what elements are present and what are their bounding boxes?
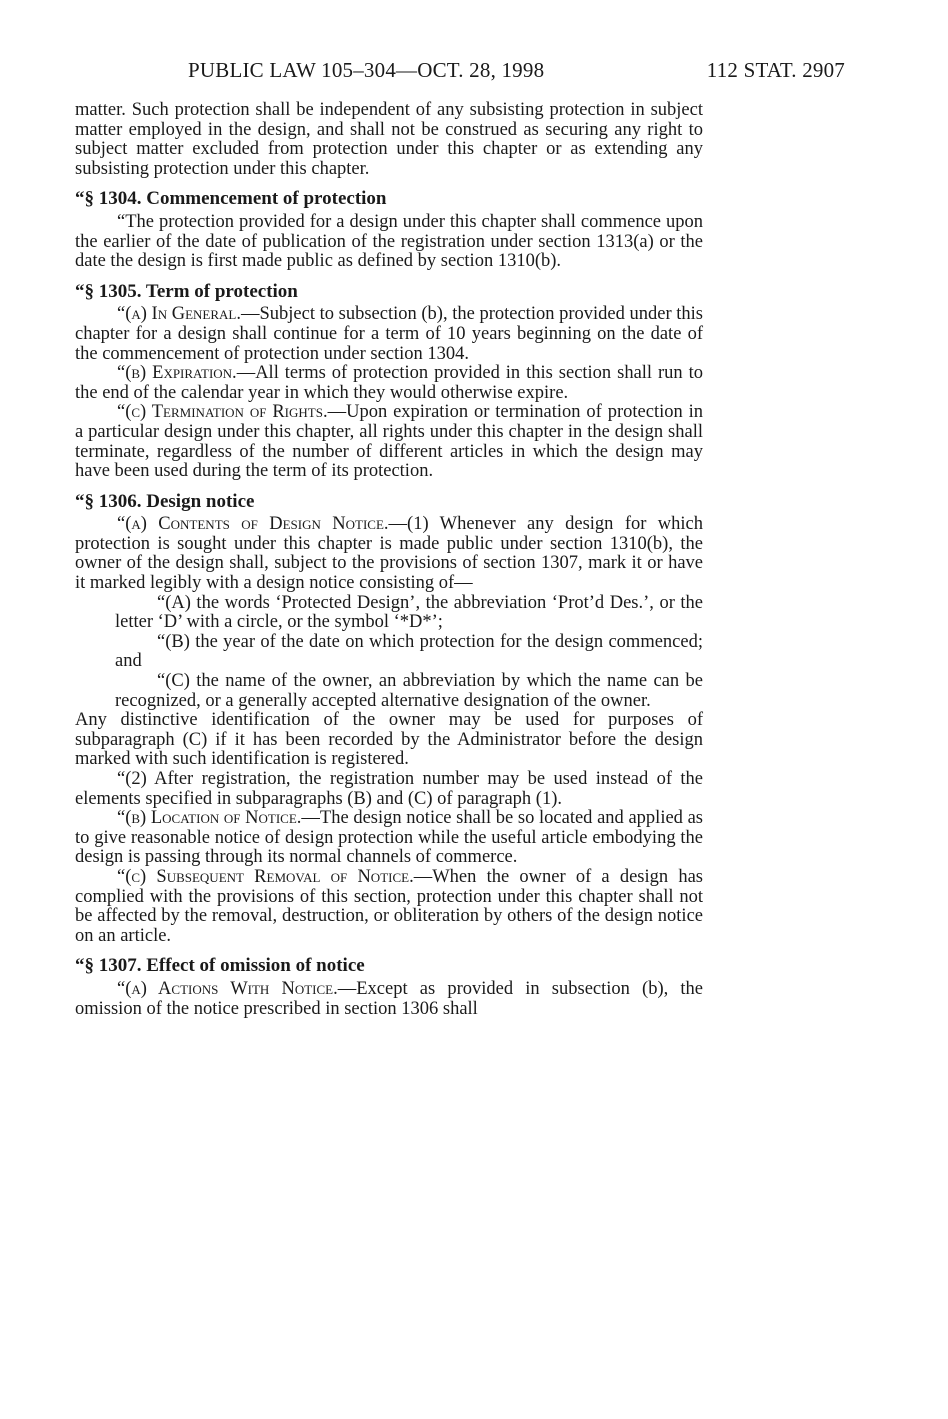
paragraph-1306c [75, 868, 703, 946]
paragraph-1304: “The protection provided for a design under this chapter shall commence upon the earlier of the date of publication of the registration under section 1313(a) or the date the design is first made public as defined by section 1310(b). [75, 211, 703, 272]
header-page-number: 112 STAT. 2907 [706, 58, 845, 82]
paragraph-1306a-A: “(A) the words ‘Protected Design’, the abbreviation ‘Prot’d Des.’, or the letter ‘D’ with a circle, or the symbol ‘*D*’; [115, 592, 703, 633]
section-heading-1304: “§ 1304. Commencement of protection [75, 188, 387, 210]
paragraph-1306a-2: “(2) After registration, the registration number may be used instead of the elements specified in subparagraphs (B) and (C) of paragraph (1). [75, 769, 703, 809]
subsection-text: —The design notice shall be so located and applied as to give reasonable notice of design protection while the useful article embodying the design is passing through its normal channels of commerce. [75, 808, 703, 868]
paragraph-1305b [75, 364, 703, 403]
running-header [75, 58, 845, 84]
subsection-label: “(c) Subsequent Removal of Notice. [117, 866, 414, 887]
subsection-label: “(c) Termination of Rights. [117, 402, 328, 423]
subsection-label: “(b) Expiration. [117, 363, 237, 384]
paragraph-1305c [75, 403, 703, 481]
subsection-label: “(a) Contents of Design Notice. [117, 514, 389, 535]
subsection-text: —When the owner of a design has complied with the provisions of this section, protection under this chapter shall not be affected by the removal, destruction, or obliteration by others of the design notice on an article. [75, 866, 703, 946]
subsection-label: “(a) Actions With Notice. [117, 978, 338, 999]
paragraph-1306a-C: “(C) the name of the owner, an abbreviation by which the name can be recognized, or a generally accepted alternative designation of the owner. [115, 671, 703, 711]
paragraph-1306b [75, 809, 703, 868]
section-heading-1305: “§ 1305. Term of protection [75, 280, 298, 302]
section-heading-1306: “§ 1306. Design notice [75, 490, 255, 512]
subsection-label: “(b) Location of Notice. [117, 808, 302, 829]
paragraph-1306a-B: “(B) the year of the date on which protection for the design commenced; and [115, 631, 703, 672]
section-heading-1307: “§ 1307. Effect of omission of notice [75, 955, 365, 977]
subsection-text: —Except as provided in subsection (b), the omission of the notice prescribed in section 1306 shall [75, 978, 704, 1019]
paragraph-1307a [75, 980, 703, 1019]
subsection-text: —All terms of protection provided in this section shall run to the end of the calendar year in which they would otherwise expire. [75, 363, 703, 403]
subsection-text: —Subject to subsection (b), the protection provided under this chapter for a design shall continue for a term of 10 years beginning on the date of the commencement of protection under section 1304. [75, 304, 703, 364]
paragraph-continuation: matter. Such protection shall be independent of any subsisting protection in subject matter employed in the design, and shall not be construed as securing any right to subject matter excluded from protection under this chapter or as extending any subsisting protection under this chapter. [75, 100, 703, 179]
paragraph-1306a [75, 515, 703, 593]
paragraph-1306a-tail: Any distinctive identification of the owner may be used for purposes of subparagraph (C) if it has been recorded by the Administrator before the design marked with such identification is registered. [75, 710, 703, 770]
document-body [75, 101, 703, 1019]
subsection-text: —Upon expiration or termination of protection in a particular design under this chapter, all rights under this chapter in the design shall terminate, regardless of the number of different articles in which the design may have been used during the term of its protection. [75, 402, 703, 482]
header-citation: PUBLIC LAW 105–304—OCT. 28, 1998 [188, 58, 545, 82]
paragraph-1305a [75, 305, 703, 364]
subsection-text: —(1) Whenever any design for which protection is sought under this chapter is made public under section 1310(b), the owner of the design shall, subject to the provisions of section 1307, mark it or have it marked legibly with a design notice consisting of— [75, 514, 703, 594]
subsection-label: “(a) In General. [117, 304, 241, 325]
